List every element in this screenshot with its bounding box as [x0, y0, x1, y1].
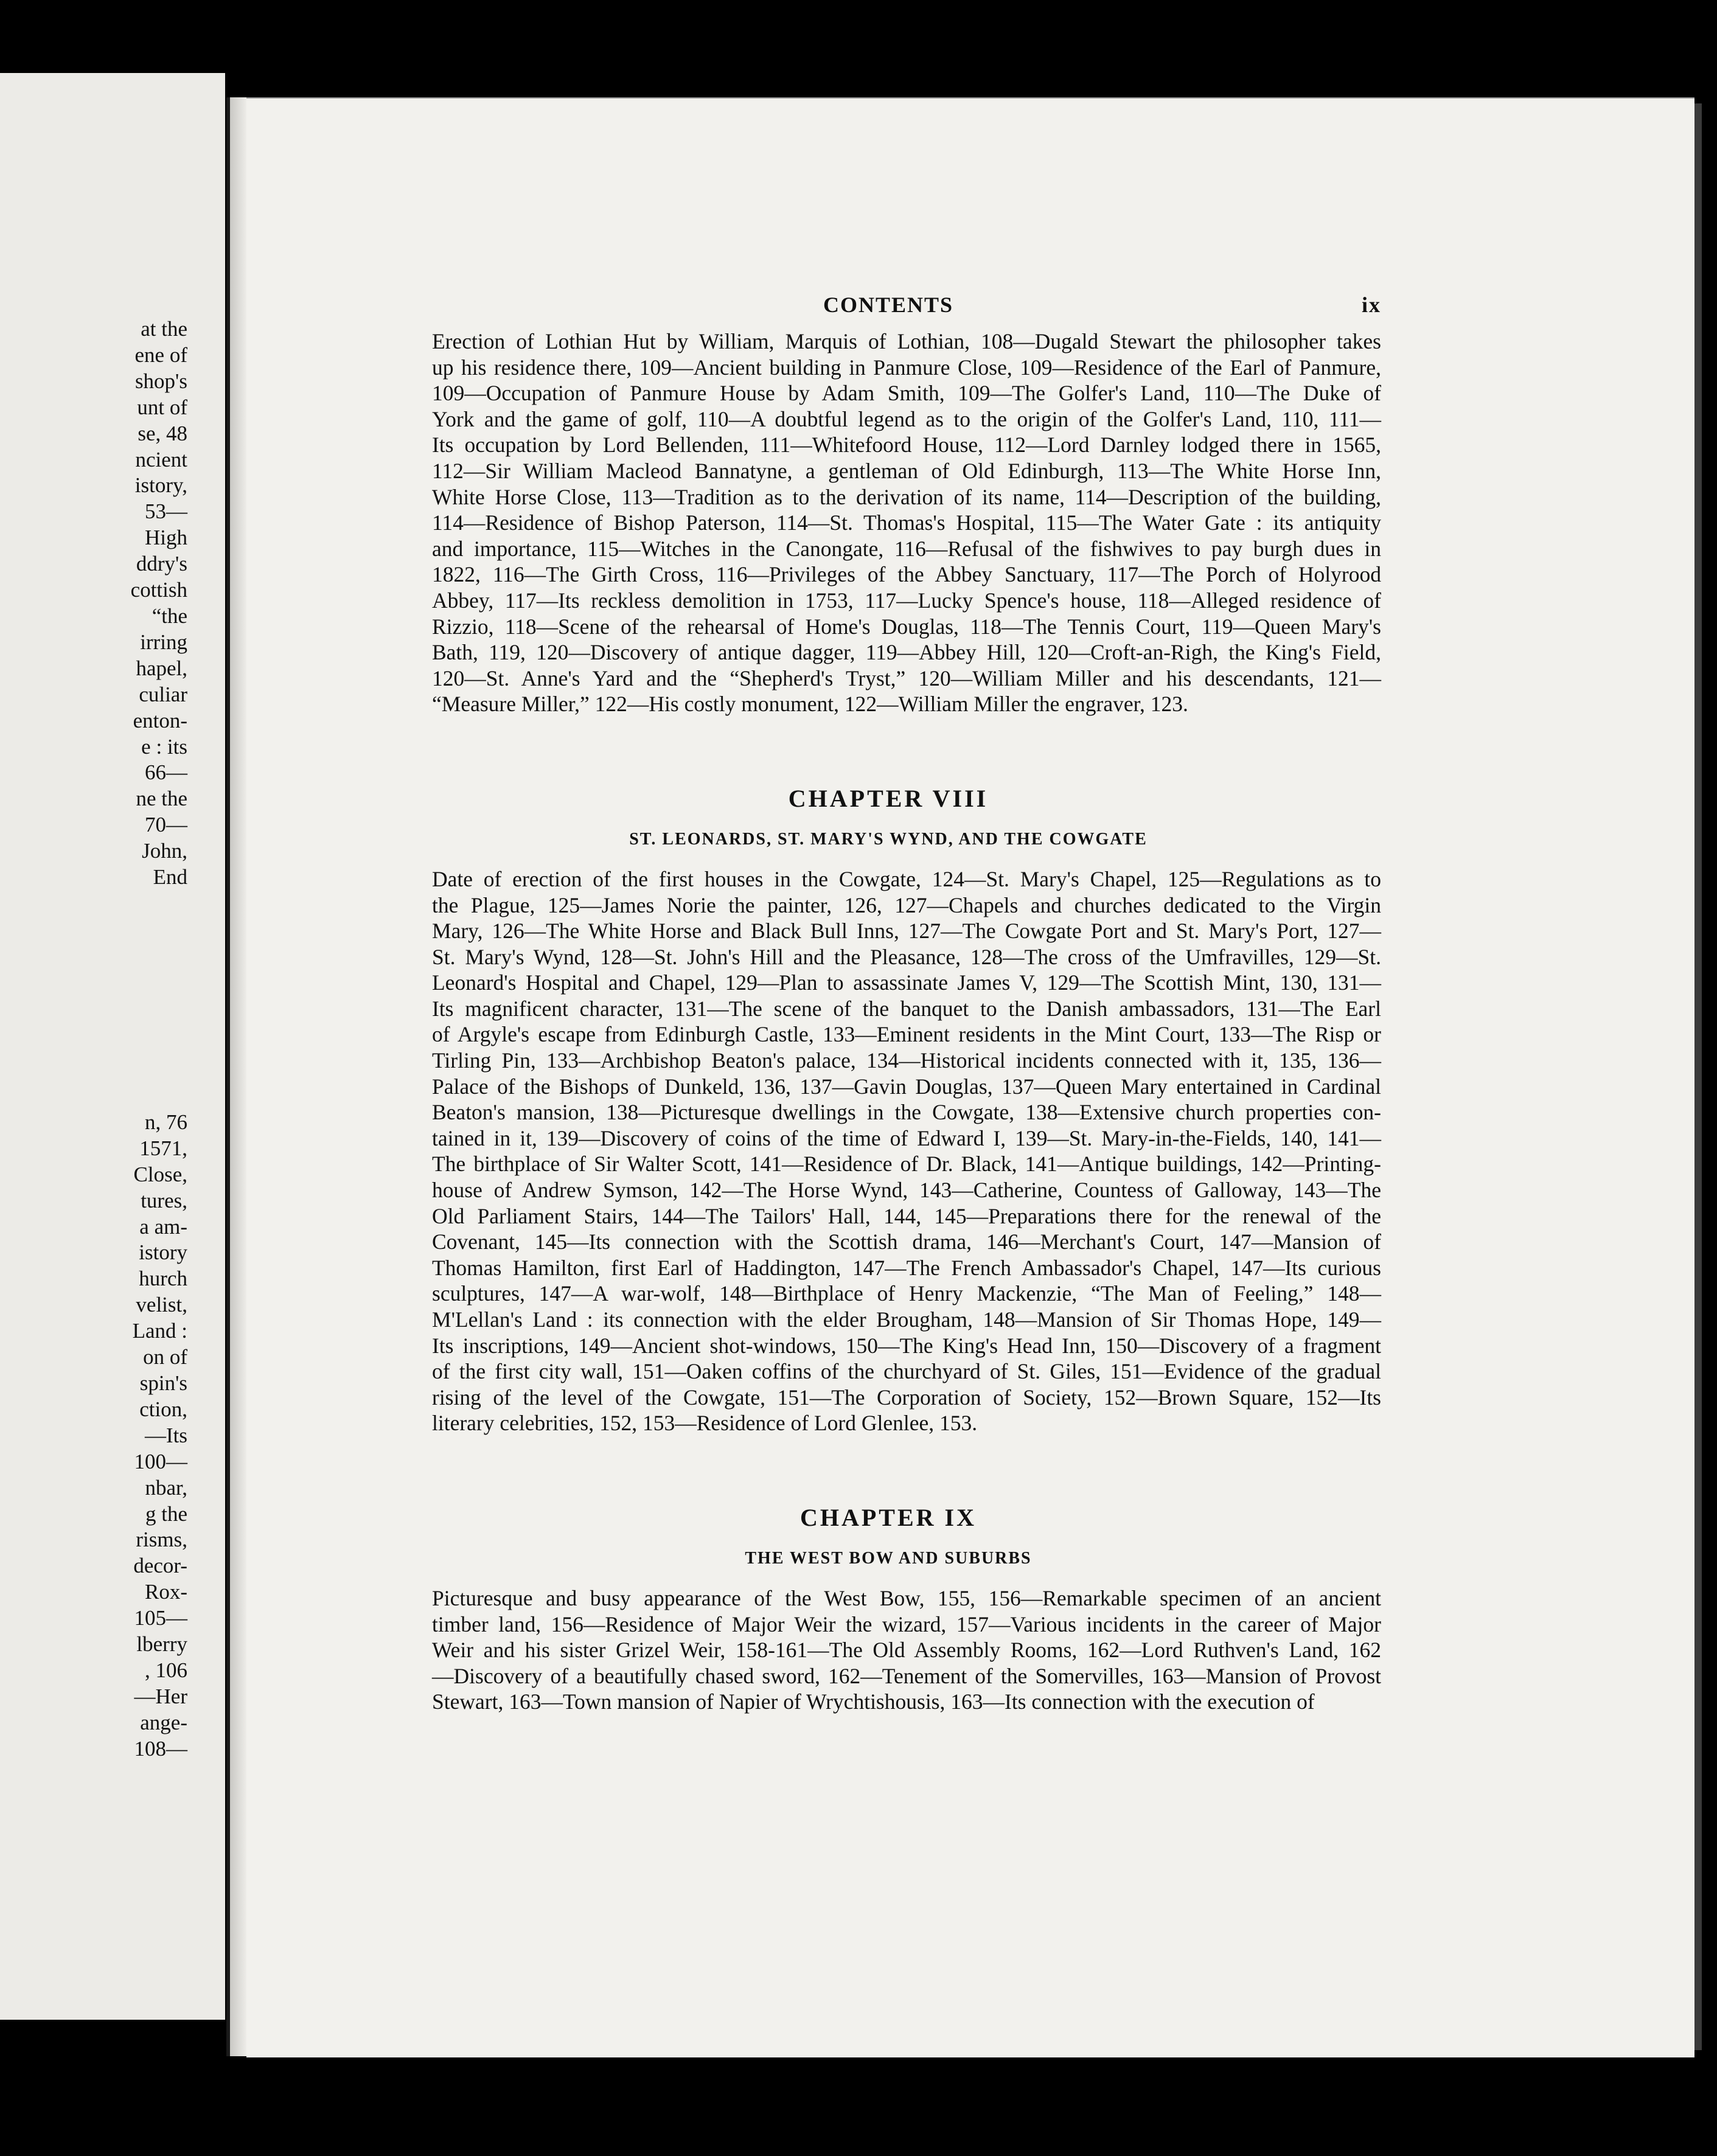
- text-line: up his residence there, 109—Ancient building in Panmure Close, 109—Residence of the Earl of Panmure,: [432, 355, 1381, 380]
- left-page-line: ne the: [136, 787, 187, 811]
- text-line: the Plague, 125—James Norie the painter, 126, 127—Chapels and churches dedicated to the Virgin: [432, 892, 1381, 917]
- left-page-gap: [131, 891, 187, 1110]
- text-line: Abbey, 117—Its reckless demolition in 1753, 117—Lucky Spence's house, 118—Alleged residence of: [432, 588, 1381, 613]
- text-line: 120—St. Anne's Yard and the “Shepherd's Tryst,” 120—William Miller and his descendants, 121—: [432, 666, 1381, 690]
- text-line: Rizzio, 118—Scene of the rehearsal of Home's Douglas, 118—The Tennis Court, 119—Queen Mary's: [432, 614, 1381, 639]
- left-page-line: n, 76: [145, 1110, 187, 1134]
- running-head: [395, 292, 1381, 329]
- left-page-line: 100—: [134, 1449, 187, 1473]
- left-page-line: hurch: [139, 1267, 187, 1291]
- text-line: Picturesque and busy appearance of the West Bow, 155, 156—Remarkable specimen of an ancient: [432, 1585, 1381, 1610]
- left-page-line: unt of: [137, 395, 187, 419]
- left-page-line: istory: [139, 1240, 187, 1265]
- contents-page: [395, 292, 1381, 1715]
- left-page-line: e : its: [141, 734, 187, 759]
- opening-paragraph: [395, 329, 1381, 717]
- text-line: Its magnificent character, 131—The scene of the banquet to the Danish ambassadors, 131—The Earl: [432, 996, 1381, 1021]
- text-line: Palace of the Bishops of Dunkeld, 136, 137—Gavin Douglas, 137—Queen Mary entertained in Cardinal: [432, 1074, 1381, 1099]
- left-page-line: “the: [152, 603, 187, 628]
- left-page-line: cottish: [130, 578, 187, 602]
- left-page-line: —Its: [145, 1423, 187, 1447]
- left-page-line: risms,: [136, 1528, 187, 1552]
- text-line: Beaton's mansion, 138—Picturesque dwellings in the Cowgate, 138—Extensive church properties con-: [432, 1100, 1381, 1125]
- left-page-line: ncient: [135, 447, 187, 471]
- text-line: York and the game of golf, 110—A doubtful legend as to the origin of the Golfer's Land, 110, 111—: [432, 406, 1381, 431]
- text-line: Its occupation by Lord Bellenden, 111—Whitefoord House, 112—Lord Darnley lodged there in 1565,: [432, 433, 1381, 457]
- text-line: Thomas Hamilton, first Earl of Haddington, 147—The French Ambassador's Chapel, 147—Its curious: [432, 1255, 1381, 1280]
- left-page-line: decor-: [133, 1554, 187, 1578]
- text-line: sculptures, 147—A war-wolf, 148—Birthplace of Henry Mackenzie, “The Man of Feeling,” 148—: [432, 1281, 1381, 1306]
- left-page-line: tures,: [141, 1188, 187, 1212]
- text-line: 114—Residence of Bishop Paterson, 114—St. Thomas's Hospital, 115—The Water Gate : its antiquity: [432, 510, 1381, 535]
- left-page-text: [131, 316, 187, 1762]
- left-page-line: John,: [142, 839, 187, 863]
- text-line: Weir and his sister Grizel Weir, 158-161—The Old Assembly Rooms, 162—Lord Ruthven's Land, 162: [432, 1638, 1381, 1663]
- left-page-line: Rox-: [145, 1580, 187, 1604]
- text-line: Its inscriptions, 149—Ancient shot-windows, 150—The King's Head Inn, 150—Discovery of a fragment: [432, 1333, 1381, 1358]
- left-page-line: culiar: [139, 682, 187, 706]
- left-page-line: ddry's: [136, 552, 187, 576]
- left-page-line: ction,: [139, 1397, 187, 1421]
- text-line: Mary, 126—The White Horse and Black Bull Inns, 127—The Cowgate Port and St. Mary's Port, 127—: [432, 919, 1381, 944]
- text-line: Covenant, 145—Its connection with the Scottish drama, 146—Merchant's Court, 147—Mansion of: [432, 1229, 1381, 1254]
- text-line: Date of erection of the first houses in the Cowgate, 124—St. Mary's Chapel, 125—Regulations as to: [432, 866, 1381, 891]
- left-page-line: velist,: [136, 1293, 187, 1317]
- chapter-viii-heading: CHAPTER VIII: [788, 784, 989, 812]
- text-line: White Horse Close, 113—Tradition as to the derivation of its name, 114—Description of the building,: [432, 484, 1381, 509]
- chapter-viii-summary: [395, 866, 1381, 1436]
- left-page-line: ene of: [134, 343, 187, 367]
- left-page-line: —Her: [134, 1684, 187, 1708]
- left-page-line: on of: [143, 1345, 187, 1369]
- page-edge: [1694, 103, 1702, 2050]
- page-number: ix: [1361, 293, 1381, 317]
- text-line: 109—Occupation of Panmure House by Adam Smith, 109—The Golfer's Land, 110—The Duke of: [432, 381, 1381, 406]
- left-page-line: at the: [141, 317, 187, 341]
- text-line: “Measure Miller,” 122—His costly monument, 122—William Miller the engraver, 123.: [432, 692, 1188, 717]
- gutter-shadow: [230, 97, 248, 2056]
- left-page-line: ange-: [140, 1710, 187, 1734]
- text-line: of the first city wall, 151—Oaken coffins of the churchyard of St. Giles, 151—Evidence of the gradual: [432, 1359, 1381, 1384]
- text-line: —Discovery of a beautifully chased sword, 162—Tenement of the Somervilles, 163—Mansion of Provost: [432, 1663, 1381, 1688]
- left-page-line: enton-: [133, 708, 187, 732]
- text-line: St. Mary's Wynd, 128—St. John's Hill and the Pleasance, 128—The cross of the Umfravilles, 129—St.: [432, 944, 1381, 969]
- left-page-line: Close,: [133, 1162, 187, 1186]
- text-line: 1822, 116—The Girth Cross, 116—Privileges of the Abbey Sanctuary, 117—The Porch of Holyrood: [432, 562, 1381, 587]
- left-page-line: irring: [140, 630, 187, 654]
- text-line: house of Andrew Symson, 142—The Horse Wynd, 143—Catherine, Countess of Galloway, 143—The: [432, 1178, 1381, 1203]
- left-page-line: 70—: [145, 813, 187, 837]
- text-line: Bath, 119, 120—Discovery of antique dagger, 119—Abbey Hill, 120—Croft-an-Righ, the King's Field,: [432, 640, 1381, 665]
- left-page-line: hapel,: [136, 656, 187, 680]
- text-line: of Argyle's escape from Edinburgh Castle, 133—Eminent residents in the Mint Court, 133—The Risp or: [432, 1022, 1381, 1047]
- left-page-line: High: [145, 526, 187, 550]
- text-line: Old Parliament Stairs, 144—The Tailors' Hall, 144, 145—Preparations there for the renewal of the: [432, 1203, 1381, 1228]
- left-page-line: 108—: [134, 1736, 187, 1761]
- left-page-line: istory,: [134, 473, 187, 498]
- chapter-ix-heading: CHAPTER IX: [799, 1503, 977, 1531]
- left-page-line: nbar,: [145, 1475, 187, 1500]
- chapter-viii-subtitle: ST. LEONARDS, ST. MARY'S WYND, AND THE COWGATE: [629, 829, 1148, 849]
- left-page-line: se, 48: [138, 421, 187, 445]
- left-page-line: a am-: [139, 1214, 187, 1239]
- text-line: timber land, 156—Residence of Major Weir the wizard, 157—Various incidents in the career of Major: [432, 1612, 1381, 1636]
- left-page-line: lberry: [136, 1632, 187, 1657]
- left-page-line: shop's: [134, 369, 187, 393]
- text-line: Leonard's Hospital and Chapel, 129—Plan to assassinate James V, 129—The Scottish Mint, 130, 131—: [432, 970, 1381, 995]
- left-page-line: 105—: [134, 1606, 187, 1630]
- text-line: 112—Sir William Macleod Bannatyne, a gentleman of Old Edinburgh, 113—The White Horse Inn,: [432, 458, 1381, 483]
- left-page-line: 53—: [145, 499, 187, 524]
- left-page-line: End: [153, 865, 187, 889]
- left-page-line: 66—: [145, 760, 187, 785]
- left-page-fragment: [0, 73, 225, 2020]
- text-line: rising of the level of the Cowgate, 151—The Corporation of Society, 152—Brown Square, 152—Its: [432, 1385, 1381, 1410]
- page-title: CONTENTS: [823, 293, 954, 317]
- text-line: Tirling Pin, 133—Archbishop Beaton's palace, 134—Historical incidents connected with it, 135, 136—: [432, 1048, 1381, 1073]
- left-page-line: 1571,: [139, 1136, 187, 1160]
- left-page-line: spin's: [139, 1371, 187, 1395]
- left-page-line: Land :: [132, 1319, 187, 1343]
- chapter-ix-summary: [395, 1585, 1381, 1715]
- text-line: The birthplace of Sir Walter Scott, 141—Residence of Dr. Black, 141—Antique buildings, 142—Printing-: [432, 1152, 1381, 1177]
- left-page-line: g the: [145, 1501, 187, 1526]
- text-line: M'Lellan's Land : its connection with the elder Brougham, 148—Mansion of Sir Thomas Hope, 149—: [432, 1307, 1381, 1332]
- text-line: and importance, 115—Witches in the Canongate, 116—Refusal of the fishwives to pay burgh dues in: [432, 536, 1381, 561]
- chapter-ix-subtitle: THE WEST BOW AND SUBURBS: [745, 1548, 1032, 1568]
- text-line: tained in it, 139—Discovery of coins of the time of Edward I, 139—St. Mary-in-the-Fields, 140, 141—: [432, 1125, 1381, 1150]
- text-line: Stewart, 163—Town mansion of Napier of Wrychtishousis, 163—Its connection with the execution of: [432, 1689, 1315, 1714]
- text-line: literary celebrities, 152, 153—Residence of Lord Glenlee, 153.: [432, 1411, 978, 1436]
- left-page-line: , 106: [145, 1658, 187, 1682]
- text-line: Erection of Lothian Hut by William, Marquis of Lothian, 108—Dugald Stewart the philosopher takes: [432, 329, 1381, 353]
